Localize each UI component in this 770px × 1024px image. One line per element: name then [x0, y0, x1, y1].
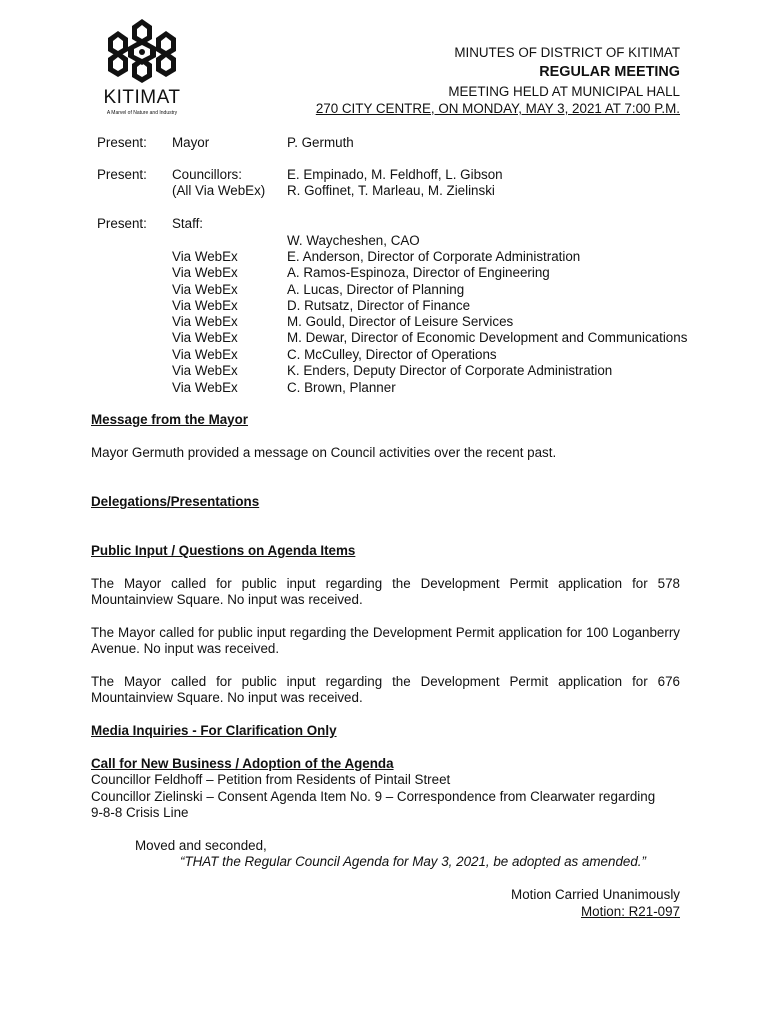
staff-name: E. Anderson, Director of Corporate Administration: [287, 249, 581, 264]
meeting-location: MEETING HELD AT MUNICIPAL HALL: [448, 84, 680, 99]
via-webex: Via WebEx: [172, 265, 238, 280]
mayor-message: Mayor Germuth provided a message on Council activities over the recent past.: [91, 445, 557, 460]
role-staff: Staff:: [172, 216, 204, 231]
staff-name: C. McCulley, Director of Operations: [287, 347, 497, 362]
via-webex: Via WebEx: [172, 282, 238, 297]
via-webex: Via WebEx: [172, 298, 238, 313]
public-input-paragraph: The Mayor called for public input regarding the Development Permit application for 100 Loganberry Avenue. No input was received.: [91, 625, 680, 657]
meeting-date: 270 CITY CENTRE, ON MONDAY, MAY 3, 2021 AT 7:00 P.M.: [315, 101, 680, 116]
present-label: Present:: [97, 167, 147, 182]
staff-name: W. Waycheshen, CAO: [287, 233, 420, 248]
kitimat-logo: [100, 17, 184, 127]
staff-name: A. Lucas, Director of Planning: [287, 282, 465, 297]
motion-result: Motion Carried Unanimously: [511, 887, 680, 902]
staff-name: M. Gould, Director of Leisure Services: [287, 314, 514, 329]
role-mayor: Mayor: [172, 135, 210, 150]
councillor-names: R. Goffinet, T. Marleau, M. Zielinski: [287, 183, 495, 198]
present-label: Present:: [97, 135, 147, 150]
staff-name: A. Ramos-Espinoza, Director of Engineering: [287, 265, 550, 280]
meeting-type: REGULAR MEETING: [539, 64, 680, 80]
via-webex: Via WebEx: [172, 363, 238, 378]
logo-tagline: A Marvel of Nature and Industry: [106, 110, 178, 116]
councillor-names: E. Empinado, M. Feldhoff, L. Gibson: [287, 167, 503, 182]
public-input-paragraph: The Mayor called for public input regarding the Development Permit application for 676 Mountainview Square. No input was received.: [91, 674, 680, 706]
new-business-item: Councillor Feldhoff – Petition from Residents of Pintail Street: [91, 772, 451, 787]
section-heading-new-business: Call for New Business / Adoption of the Agenda: [91, 756, 394, 771]
staff-name: M. Dewar, Director of Economic Development and Communications: [287, 330, 688, 345]
mayor-name: P. Germuth: [287, 135, 354, 150]
staff-name: K. Enders, Deputy Director of Corporate Administration: [287, 363, 613, 378]
new-business-item: 9-8-8 Crisis Line: [91, 805, 189, 820]
section-heading-media: Media Inquiries - For Clarification Only: [91, 723, 337, 738]
section-heading-delegations: Delegations/Presentations: [91, 494, 260, 509]
section-heading-public-input: Public Input / Questions on Agenda Items: [91, 543, 356, 558]
staff-name: C. Brown, Planner: [287, 380, 396, 395]
role-councillors: Councillors:: [172, 167, 242, 182]
via-webex: Via WebEx: [172, 249, 238, 264]
snowflake-emblem-icon: [100, 17, 184, 85]
motion-number: Motion: R21-097: [581, 904, 680, 919]
staff-name: D. Rutsatz, Director of Finance: [287, 298, 471, 313]
new-business-item: Councillor Zielinski – Consent Agenda Item No. 9 – Correspondence from Clearwater regarding: [91, 789, 656, 804]
moved-seconded: Moved and seconded,: [135, 838, 267, 853]
via-webex: Via WebEx: [172, 330, 238, 345]
present-label: Present:: [97, 216, 147, 231]
via-webex: Via WebEx: [172, 347, 238, 362]
via-webex: Via WebEx: [172, 314, 238, 329]
public-input-paragraph: The Mayor called for public input regarding the Development Permit application for 578 Mountainview Square. No input was received.: [91, 576, 680, 608]
section-heading-mayor: Message from the Mayor: [91, 412, 249, 427]
minutes-title: MINUTES OF DISTRICT OF KITIMAT: [454, 45, 680, 60]
via-webex: Via WebEx: [172, 380, 238, 395]
logo-wordmark: KITIMAT: [103, 87, 181, 108]
role-note: (All Via WebEx): [172, 183, 266, 198]
resolution-text: “THAT the Regular Council Agenda for May 3, 2021, be adopted as amended.”: [180, 854, 646, 869]
